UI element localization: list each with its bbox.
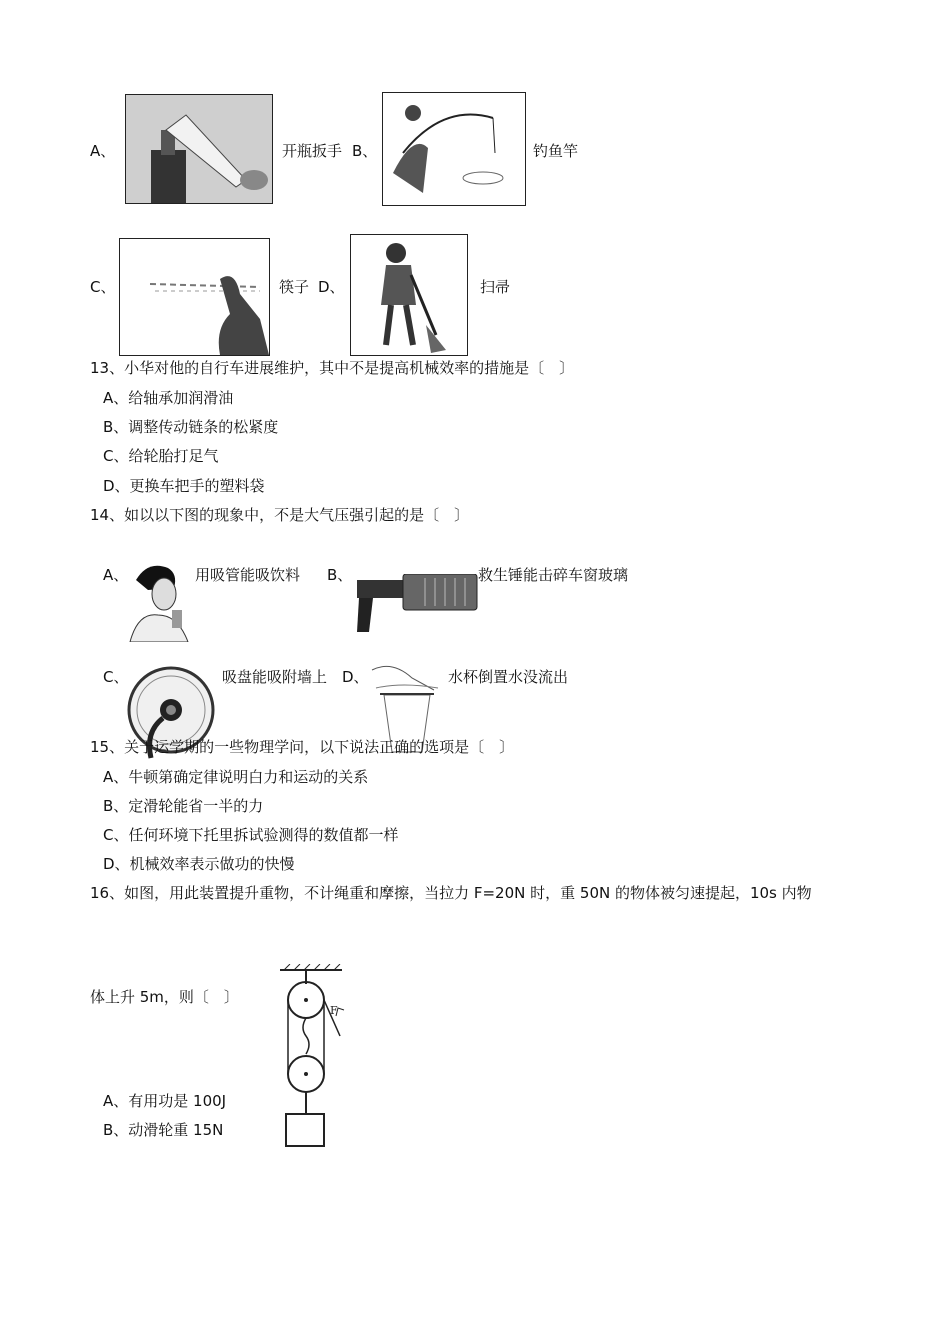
broom-photo xyxy=(350,234,468,356)
q14-a-letter: A、 xyxy=(103,566,129,584)
q16-stem: 16、如图，用此装置提升重物，不计绳重和摩擦，当拉力 F=20N 时，重 50N 的物体被匀速提起，10s 内物 xyxy=(90,884,812,902)
pulley-system-diagram xyxy=(274,964,354,1152)
q14-a-text: 用吸管能吸饮料 xyxy=(195,566,301,584)
q14-c-text: 吸盘能吸附墙上 xyxy=(222,668,328,686)
q14-b-letter: B、 xyxy=(327,566,353,584)
q12-a-letter: A、 xyxy=(90,142,116,160)
q14-d-text: 水杯倒置水没流出 xyxy=(448,668,569,686)
q16-stem-cont: 体上升 5m，则〔 〕 xyxy=(90,988,239,1006)
q15-option-d: D、机械效率表示做功的快慢 xyxy=(103,855,295,873)
q12-c-letter: C、 xyxy=(90,278,116,296)
q13-option-a: A、给轴承加润滑油 xyxy=(103,389,234,407)
q12-d-text: 扫帚 xyxy=(480,278,511,296)
q16-option-b: B、动滑轮重 15N xyxy=(103,1121,224,1139)
fishing-rod-photo xyxy=(382,92,526,206)
q15-stem: 15、关于运学期的一些物理学问，以下说法正确的选项是〔 〕 xyxy=(90,738,515,756)
q12-a-text: 开瓶扳手 xyxy=(282,142,343,160)
q12-b-letter: B、 xyxy=(352,142,378,160)
q15-option-b: B、定滑轮能省一半的力 xyxy=(103,797,264,815)
q15-option-c: C、任何环境下托里拆试验测得的数值都一样 xyxy=(103,826,399,844)
q12-c-text: 筷子 xyxy=(279,278,310,296)
q13-option-b: B、调整传动链条的松紧度 xyxy=(103,418,279,436)
q14-stem: 14、如以以下图的现象中，不是大气压强引起的是〔 〕 xyxy=(90,506,470,524)
q13-option-c: C、给轮胎打足气 xyxy=(103,447,219,465)
bottle-opener-photo xyxy=(125,94,273,204)
safety-hammer-photo xyxy=(355,574,479,632)
q14-c-letter: C、 xyxy=(103,668,129,686)
q15-option-a: A、牛顿第确定律说明白力和运动的关系 xyxy=(103,768,369,786)
q14-d-letter: D、 xyxy=(342,668,369,686)
force-label: F xyxy=(330,1004,338,1017)
q16-option-a: A、有用功是 100J xyxy=(103,1092,227,1110)
q13-stem: 13、小华对他的自行车进展维护，其中不是提高机械效率的措施是〔 〕 xyxy=(90,359,575,377)
chopsticks-photo xyxy=(119,238,270,356)
straw-drinking-photo xyxy=(128,560,192,642)
q12-b-text: 钓鱼竿 xyxy=(533,142,579,160)
q14-b-text: 救生锤能击碎车窗玻璃 xyxy=(478,566,629,584)
q13-option-d: D、更换车把手的塑料袋 xyxy=(103,477,265,495)
q12-d-letter: D、 xyxy=(318,278,345,296)
